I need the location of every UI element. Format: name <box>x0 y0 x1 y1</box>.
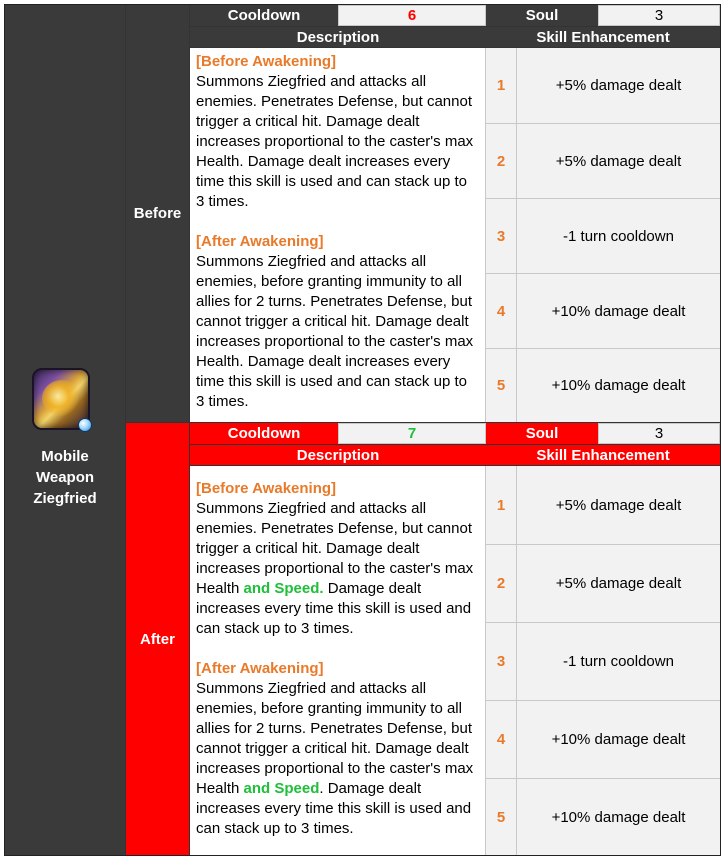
after-awakening-highlight: and Speed <box>243 780 320 797</box>
enhancement-level: 1 <box>486 48 517 123</box>
enhancement-text: +10% damage dealt <box>517 349 720 422</box>
skill-name <box>5 446 125 509</box>
enhancement-level: 4 <box>486 274 517 348</box>
after-description-header: Description <box>190 445 486 465</box>
before-enhancement-row <box>486 198 720 273</box>
skill-table <box>4 4 721 856</box>
after-enhancement-header: Skill Enhancement <box>486 445 720 465</box>
before-awakening-text: Summons Ziegfried and attacks all enemies. Penetrates Defense, but cannot trigger a critical hit. Damage dealt increases proportional to the caster's max Health. Damage dealt increases every time this skill is used and can stack up to 3 times. <box>196 73 474 210</box>
before-cooldown-label: Cooldown <box>190 5 338 26</box>
enhancement-level: 3 <box>486 199 517 273</box>
before-awakening-tag: [Before Awakening] <box>196 480 337 497</box>
before-enhancement-row <box>486 123 720 198</box>
after-awakening-tag: [After Awakening] <box>196 660 324 677</box>
after-cooldown-label: Cooldown <box>190 423 338 444</box>
after-awakening-text: . Damage dealt increases every time this skill is used and can stack up to 3 times. <box>196 780 472 837</box>
before-enhancement-row <box>486 348 720 422</box>
before-description-header: Description <box>190 27 486 47</box>
after-soul-label: Soul <box>486 423 598 444</box>
enhancement-text: +5% damage dealt <box>517 545 720 622</box>
enhancement-level: 2 <box>486 124 517 198</box>
before-cooldown-value: 6 <box>338 5 486 26</box>
enhancement-level: 5 <box>486 349 517 422</box>
enhancement-text: +5% damage dealt <box>517 124 720 198</box>
enhancement-text: -1 turn cooldown <box>517 623 720 700</box>
enhancement-level: 3 <box>486 623 517 700</box>
before-label: Before <box>126 5 189 422</box>
skill-name-line: Weapon <box>35 469 95 486</box>
after-awakening-tag: [After Awakening] <box>196 233 324 250</box>
enhancement-text: +5% damage dealt <box>517 48 720 123</box>
after-label: After <box>126 423 189 855</box>
after-enhancement-row <box>486 544 720 622</box>
after-enhancement-row <box>486 622 720 700</box>
skill-icon-glow <box>42 380 82 416</box>
after-awakening-text: Summons Ziegfried and attacks all enemies, before granting immunity to all allies for 2 turns. Penetrates Defense, but cannot trigger a critical hit. Damage dealt increases proportional to the caster's max Health. Damage dealt increases every time this skill is used and can stack up to 3 times. <box>196 253 474 410</box>
before-awakening-text: Damage dealt increases every time this skill is used and can stack up to 3 times. <box>196 580 472 637</box>
after-awakening-text: Summons Ziegfried and attacks all enemies, before granting immunity to all allies for 2 turns. Penetrates Defense, but cannot trigger a critical hit. Damage dealt increases proportional to the caster's max Health <box>196 680 474 797</box>
skill-name-line: Ziegfried <box>33 490 97 507</box>
enhancement-level: 2 <box>486 545 517 622</box>
before-awakening-tag: [Before Awakening] <box>196 53 337 70</box>
before-awakening-text: Summons Ziegfried and attacks all enemies. Penetrates Defense, but cannot trigger a critical hit. Damage dealt increases proportional to the caster's max Health <box>196 500 474 597</box>
before-enhancement-header: Skill Enhancement <box>486 27 720 47</box>
enhancement-level: 1 <box>486 466 517 544</box>
enhancement-text: -1 turn cooldown <box>517 199 720 273</box>
skill-name-line: Mobile <box>41 448 89 465</box>
enhancement-text: +5% damage dealt <box>517 466 720 544</box>
before-awakening-highlight: and Speed. <box>243 580 324 597</box>
enhancement-level: 4 <box>486 701 517 778</box>
before-soul-value: 3 <box>598 5 720 26</box>
after-cooldown-value: 7 <box>338 423 486 444</box>
enhancement-text: +10% damage dealt <box>517 779 720 855</box>
after-enhancement-row <box>486 700 720 778</box>
after-description <box>190 466 486 855</box>
gem-icon <box>78 418 92 432</box>
enhancement-level: 5 <box>486 779 517 855</box>
skill-icon <box>32 368 90 430</box>
before-enhancement-row <box>486 48 720 123</box>
before-enhancement-row <box>486 273 720 348</box>
enhancement-text: +10% damage dealt <box>517 701 720 778</box>
enhancement-text: +10% damage dealt <box>517 274 720 348</box>
before-description <box>190 48 486 422</box>
skill-column <box>5 5 125 855</box>
after-enhancement-row <box>486 466 720 544</box>
after-enhancement-row <box>486 778 720 855</box>
after-soul-value: 3 <box>598 423 720 444</box>
before-soul-label: Soul <box>486 5 598 26</box>
